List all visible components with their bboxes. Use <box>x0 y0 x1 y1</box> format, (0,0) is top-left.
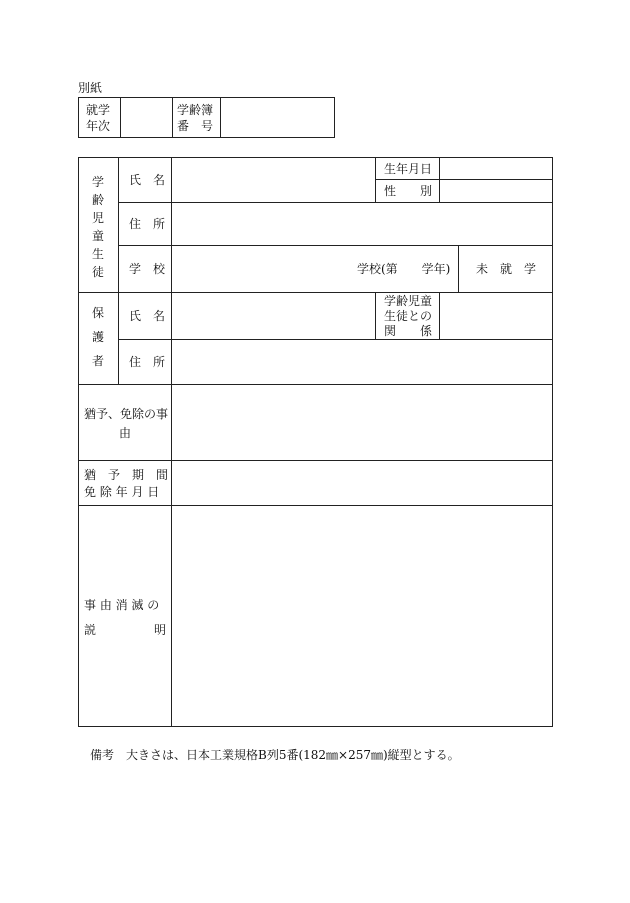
guardian-address-label: 住 所 <box>129 355 166 369</box>
extinction-label-line1: 事 由 消 滅 の <box>84 598 160 612</box>
guardian-section-label: 保 護 者 <box>91 306 104 368</box>
extinction-label-left: 説 <box>84 623 97 637</box>
attachment-label: 別紙 <box>78 81 103 95</box>
sex-label: 性 別 <box>384 184 433 198</box>
guardian-name-label: 氏 名 <box>129 309 166 323</box>
period-label-line1: 猶 予 期 間 <box>84 468 169 482</box>
enroll-year-label-1: 就学 <box>86 103 111 117</box>
enroll-year-label-2: 年次 <box>86 119 111 133</box>
school-grade-text[interactable]: 学校(第 学年) <box>357 262 451 276</box>
birthdate-label: 生年月日 <box>384 162 433 176</box>
reason-label-line1: 猶予、免除の事 <box>84 407 169 421</box>
school-label: 学 校 <box>129 262 166 276</box>
extinction-label-right: 明 <box>154 623 167 637</box>
period-label-line2: 免 除 年 月 日 <box>84 485 160 499</box>
relation-label-3: 関 係 <box>384 324 433 338</box>
remark-text: 備考 大きさは、日本工業規格B列5番(182㎜×257㎜)縦型とする。 <box>90 748 460 762</box>
not-enrolled-option[interactable]: 未 就 学 <box>476 262 537 276</box>
student-address-label: 住 所 <box>129 217 166 231</box>
relation-label-1: 学齢児童 <box>384 294 433 308</box>
register-no-label-2: 番 号 <box>177 119 214 133</box>
relation-label-2: 生徒との <box>384 309 433 323</box>
student-name-label: 氏 名 <box>129 173 166 187</box>
student-section-label: 学 齢 児 童 生 徒 <box>91 175 104 279</box>
register-no-label-1: 学齢簿 <box>177 103 214 117</box>
reason-label-line2: 由 <box>119 426 132 440</box>
